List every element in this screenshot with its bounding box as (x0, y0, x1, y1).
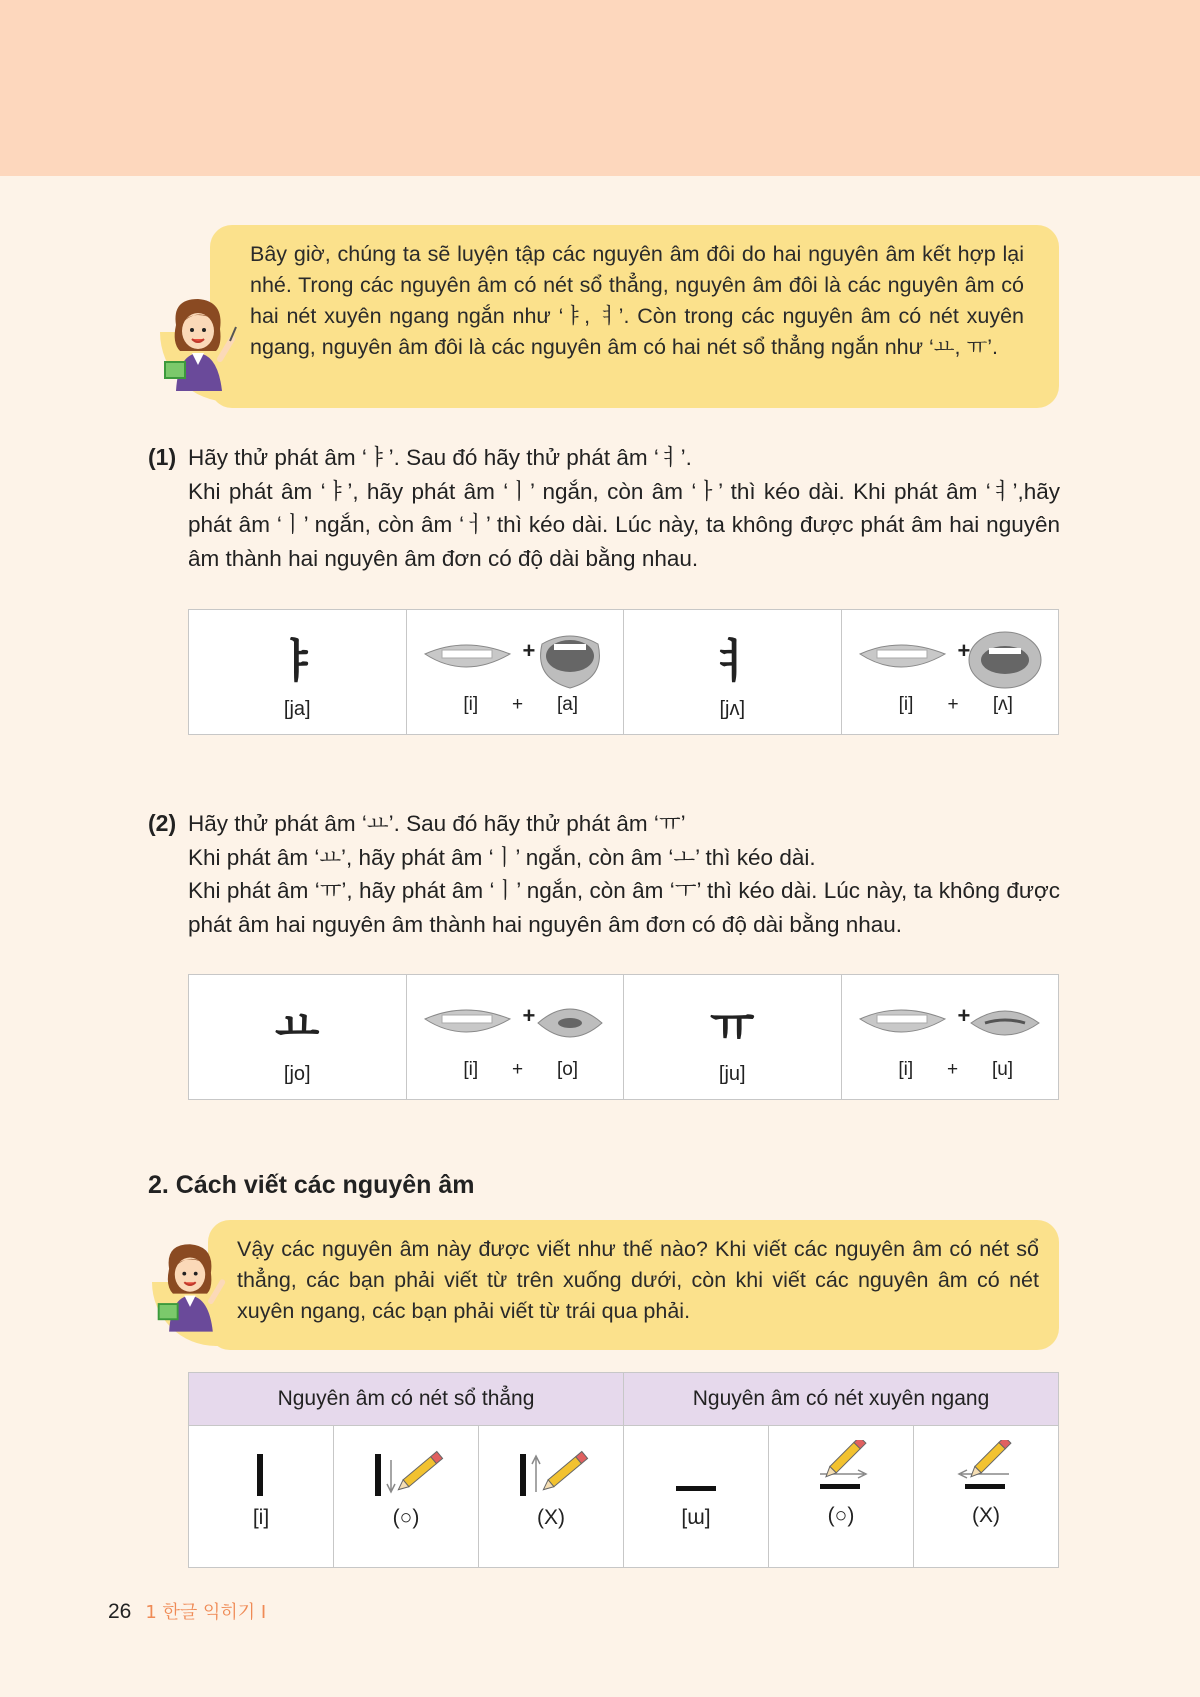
stroke-cell (769, 1426, 914, 1568)
horizontal-stroke-right-correct-icon (806, 1440, 876, 1498)
wrong-mark: (X) (537, 1506, 565, 1529)
ipa-eo: [ʌ] (992, 694, 1013, 715)
mouth-i-u-icon (855, 995, 1045, 1055)
plus-sign: + (957, 638, 971, 663)
plus-sign: + (947, 694, 959, 715)
plus-sign: + (512, 694, 524, 715)
stroke-cell (334, 1426, 479, 1568)
intro-speech-bubble (210, 225, 1059, 408)
ipa-i: [i] (252, 1506, 270, 1529)
plus-sign: + (522, 638, 536, 663)
mouth-combo-cell (406, 610, 624, 735)
section-2-body1: Khi phát âm ‘ㅛ’, hãy phát âm ‘ㅣ’ ngắn, còn âm ‘ㅗ’ thì kéo dài. (188, 844, 816, 870)
vertical-stroke-icon (241, 1450, 281, 1500)
section-2 (148, 807, 1060, 941)
ipa-o: [o] (556, 1059, 579, 1080)
ipa-i: [i] (463, 1059, 479, 1080)
section-1 (148, 441, 1060, 575)
teacher-illustration (152, 1240, 228, 1332)
section-2-body2: Khi phát âm ‘ㅠ’, hãy phát âm ‘ㅣ’ ngắn, còn âm ‘ㅜ’ thì kéo dài. Lúc này, ta không được phát âm hai nguyên âm thành hai nguyên âm đơn có độ dài bằng nhau. (188, 878, 1060, 937)
section-2-number: (2) (148, 810, 177, 836)
vowel-cell (624, 975, 842, 1100)
vowel-ya: ㅑ (275, 634, 320, 688)
horizontal-stroke-left-wrong-icon (951, 1440, 1021, 1498)
mouth-combo-cell (841, 975, 1059, 1100)
plus-sign: + (947, 1059, 959, 1080)
correct-mark: (○) (827, 1504, 855, 1527)
stroke-cell (479, 1426, 624, 1568)
header-vertical-vowels: Nguyên âm có nét sổ thẳng (189, 1373, 624, 1426)
vowel-cell (624, 610, 842, 735)
section-2-line1: Hãy thử phát âm ‘ㅛ’. Sau đó hãy thử phát âm ‘ㅠ’ (188, 811, 686, 836)
mouth-i-a-icon (420, 630, 610, 690)
section-1-line1: Hãy thử phát âm ‘ㅑ’. Sau đó hãy thử phát âm ‘ㅕ’. (188, 445, 692, 470)
writing-speech-bubble (208, 1220, 1059, 1350)
ipa-a: [a] (556, 694, 579, 715)
ipa-jeo: [jʌ] (719, 698, 746, 720)
stroke-cell (914, 1426, 1059, 1568)
section-1-body: Khi phát âm ‘ㅑ’, hãy phát âm ‘ㅣ’ ngắn, còn âm ‘ㅏ’ thì kéo dài. Khi phát âm ‘ㅕ’,hãy phát âm ‘ㅣ’ ngắn, còn âm ‘ㅓ’ thì kéo dài. Lúc này, ta không được phát âm hai nguyên âm thành hai nguyên âm đơn có độ dài bằng nhau. (188, 478, 1060, 571)
plus-sign: + (522, 1003, 536, 1028)
section-1-number: (1) (148, 444, 177, 470)
ipa-eu: [ɯ] (681, 1506, 711, 1529)
ipa-u: [u] (991, 1059, 1014, 1080)
vowel-yeo: ㅕ (710, 634, 755, 688)
vowel-cell (189, 610, 407, 735)
header-horizontal-vowels: Nguyên âm có nét xuyên ngang (624, 1373, 1059, 1426)
mouth-combo-cell (841, 610, 1059, 735)
teacher-illustration (158, 295, 238, 391)
stroke-order-table (188, 1372, 1059, 1568)
ipa-i: [i] (898, 1059, 914, 1080)
chapter-label: 1 한글 익히기 I (145, 1602, 267, 1623)
ipa-i: [i] (463, 694, 479, 715)
stroke-cell (624, 1426, 769, 1568)
page-footer (108, 1598, 266, 1624)
yo-yu-table (188, 974, 1059, 1100)
vowel-yu: ㅠ (710, 999, 755, 1053)
ipa-ju: [ju] (718, 1063, 746, 1085)
vowel-yo: ㅛ (275, 999, 320, 1053)
intro-text: Bây giờ, chúng ta sẽ luyện tập các nguyên âm đôi do hai nguyên âm kết hợp lại nhé. Trong các nguyên âm có nét sổ thẳng, nguyên âm đôi là các nguyên âm có hai nét xuyên ngang ngắn như ‘ㅑ, ㅕ’. Còn trong các nguyên âm có nét xuyên ngang, nguyên âm đôi là các nguyên âm có hai nét sổ thẳng ngắn như ‘ㅛ, ㅠ’. (250, 242, 1024, 359)
correct-mark: (○) (392, 1506, 420, 1529)
top-header-band (0, 0, 1200, 176)
vertical-stroke-up-wrong-icon (506, 1450, 596, 1500)
wrong-mark: (X) (972, 1504, 1000, 1527)
ipa-ja: [ja] (283, 698, 311, 720)
ya-yeo-table (188, 609, 1059, 735)
mouth-i-eo-icon (855, 630, 1045, 690)
mouth-combo-cell (406, 975, 624, 1100)
ipa-jo: [jo] (283, 1063, 311, 1085)
horizontal-stroke-icon (666, 1450, 726, 1500)
vowel-cell (189, 975, 407, 1100)
stroke-cell (189, 1426, 334, 1568)
section-heading-writing: 2. Cách viết các nguyên âm (148, 1171, 475, 1199)
plus-sign: + (957, 1003, 971, 1028)
ipa-i: [i] (898, 694, 914, 715)
vertical-stroke-down-correct-icon (361, 1450, 451, 1500)
plus-sign: + (512, 1059, 524, 1080)
page-number: 26 (108, 1600, 132, 1623)
writing-text: Vậy các nguyên âm này được viết như thế nào? Khi viết các nguyên âm có nét sổ thẳng, các bạn phải viết từ trên xuống dưới, còn khi viết các nguyên âm có nét xuyên ngang, các bạn phải viết từ trái qua phải. (237, 1237, 1039, 1323)
mouth-i-o-icon (420, 995, 610, 1055)
